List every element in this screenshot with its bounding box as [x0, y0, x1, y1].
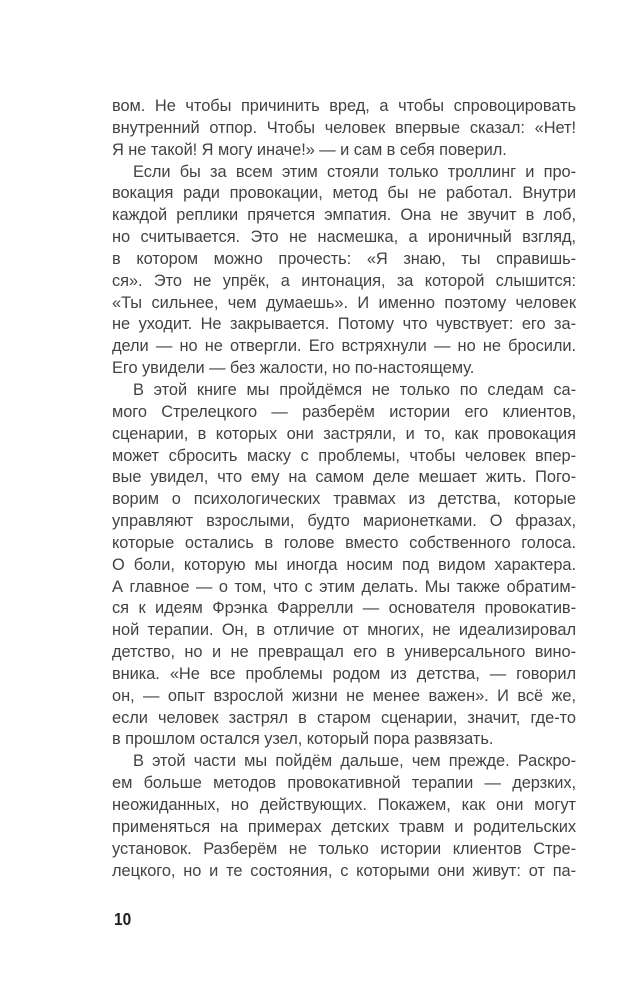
text-line: но считывается. Это не насмешка, а ироничный взгляд, [112, 228, 576, 247]
text-line: ной терапии. Он, в отличие от многих, не идеализировал [112, 621, 576, 640]
text-line: вые увидел, что ему на самом деле мешает жить. Пого- [112, 468, 576, 487]
text-line: неожиданных, но действующих. Покажем, как они могут [112, 796, 576, 814]
text-line: лецкого, но и те состояния, с которыми они живут: от па- [112, 861, 576, 880]
text-line: В этой части мы пойдём дальше, чем прежде. Раскро- [133, 752, 576, 771]
text-line: ся к идеям Фрэнка Фаррелли — основателя провокатив- [112, 599, 576, 618]
text-line: вника. «Не все проблемы родом из детства, — говорил [112, 664, 576, 683]
text-line: В этой книге мы пройдёмся не только по следам са- [133, 380, 576, 399]
text-line: ся». Это не упрёк, а интонация, за которой слышится: [112, 271, 576, 290]
text-line: мого Стрелецкого — разберём истории его клиентов, [112, 402, 576, 421]
text-line: внутренний отпор. Чтобы человек впервые сказал: «Нет! [112, 118, 576, 137]
text-line: каждой реплики прячется эмпатия. Она не звучит в лоб, [112, 206, 576, 225]
text-line: в котором можно прочесть: «Я знаю, ты справишь- [112, 249, 576, 268]
text-line: которые остались в голове вместо собственного голоса. [112, 533, 576, 552]
page-number: 10 [114, 909, 132, 929]
text-line: Его увидели — без жалости, но по-настоящему. [112, 359, 475, 378]
text-line: вокация ради провокации, метод бы не работал. Внутри [112, 184, 576, 203]
text-line: может сбросить маску с проблемы, чтобы человек впер- [112, 446, 576, 465]
text-line: сценарии, в которых они застряли, и то, как провокация [112, 424, 576, 443]
text-line: установок. Разберём не только истории клиентов Стре- [112, 839, 576, 858]
text-line: он, — опыт взрослой жизни не менее важен». И всё же, [112, 686, 576, 705]
text-line: детство, но и не превращал его в универсального вино- [112, 643, 576, 662]
text-line: Если бы за всем этим стояли только троллинг и про- [133, 162, 576, 181]
text-line: в прошлом остался узел, который пора развязать. [112, 730, 494, 749]
text-line: Я не такой! Я могу иначе!» — и сам в себя поверил. [112, 140, 507, 159]
text-line: А главное — о том, что с этим делать. Мы также обратим- [112, 577, 576, 596]
body-text [112, 96, 576, 882]
text-line: вом. Не чтобы причинить вред, а чтобы спровоцировать [112, 97, 576, 115]
text-line: применяться на примерах детских травм и родительских [112, 817, 576, 836]
text-line: ем больше методов провокативной терапии — дерзких, [112, 774, 576, 793]
text-line: дели — но не отвергли. Его встряхнули — но не бросили. [112, 337, 576, 356]
text-line: не уходит. Не закрывается. Потому что чувствует: его за- [112, 315, 576, 334]
text-line: управляют взрослыми, будто марионетками. О фразах, [112, 512, 576, 531]
text-line: если человек застрял в старом сценарии, значит, где-то [112, 708, 576, 727]
text-line: «Ты сильнее, чем думаешь». И именно поэтому человек [112, 293, 576, 312]
text-line: ворим о психологических травмах из детства, которые [112, 490, 576, 509]
text-line: О боли, которую мы иногда носим под видом характера. [112, 555, 576, 574]
